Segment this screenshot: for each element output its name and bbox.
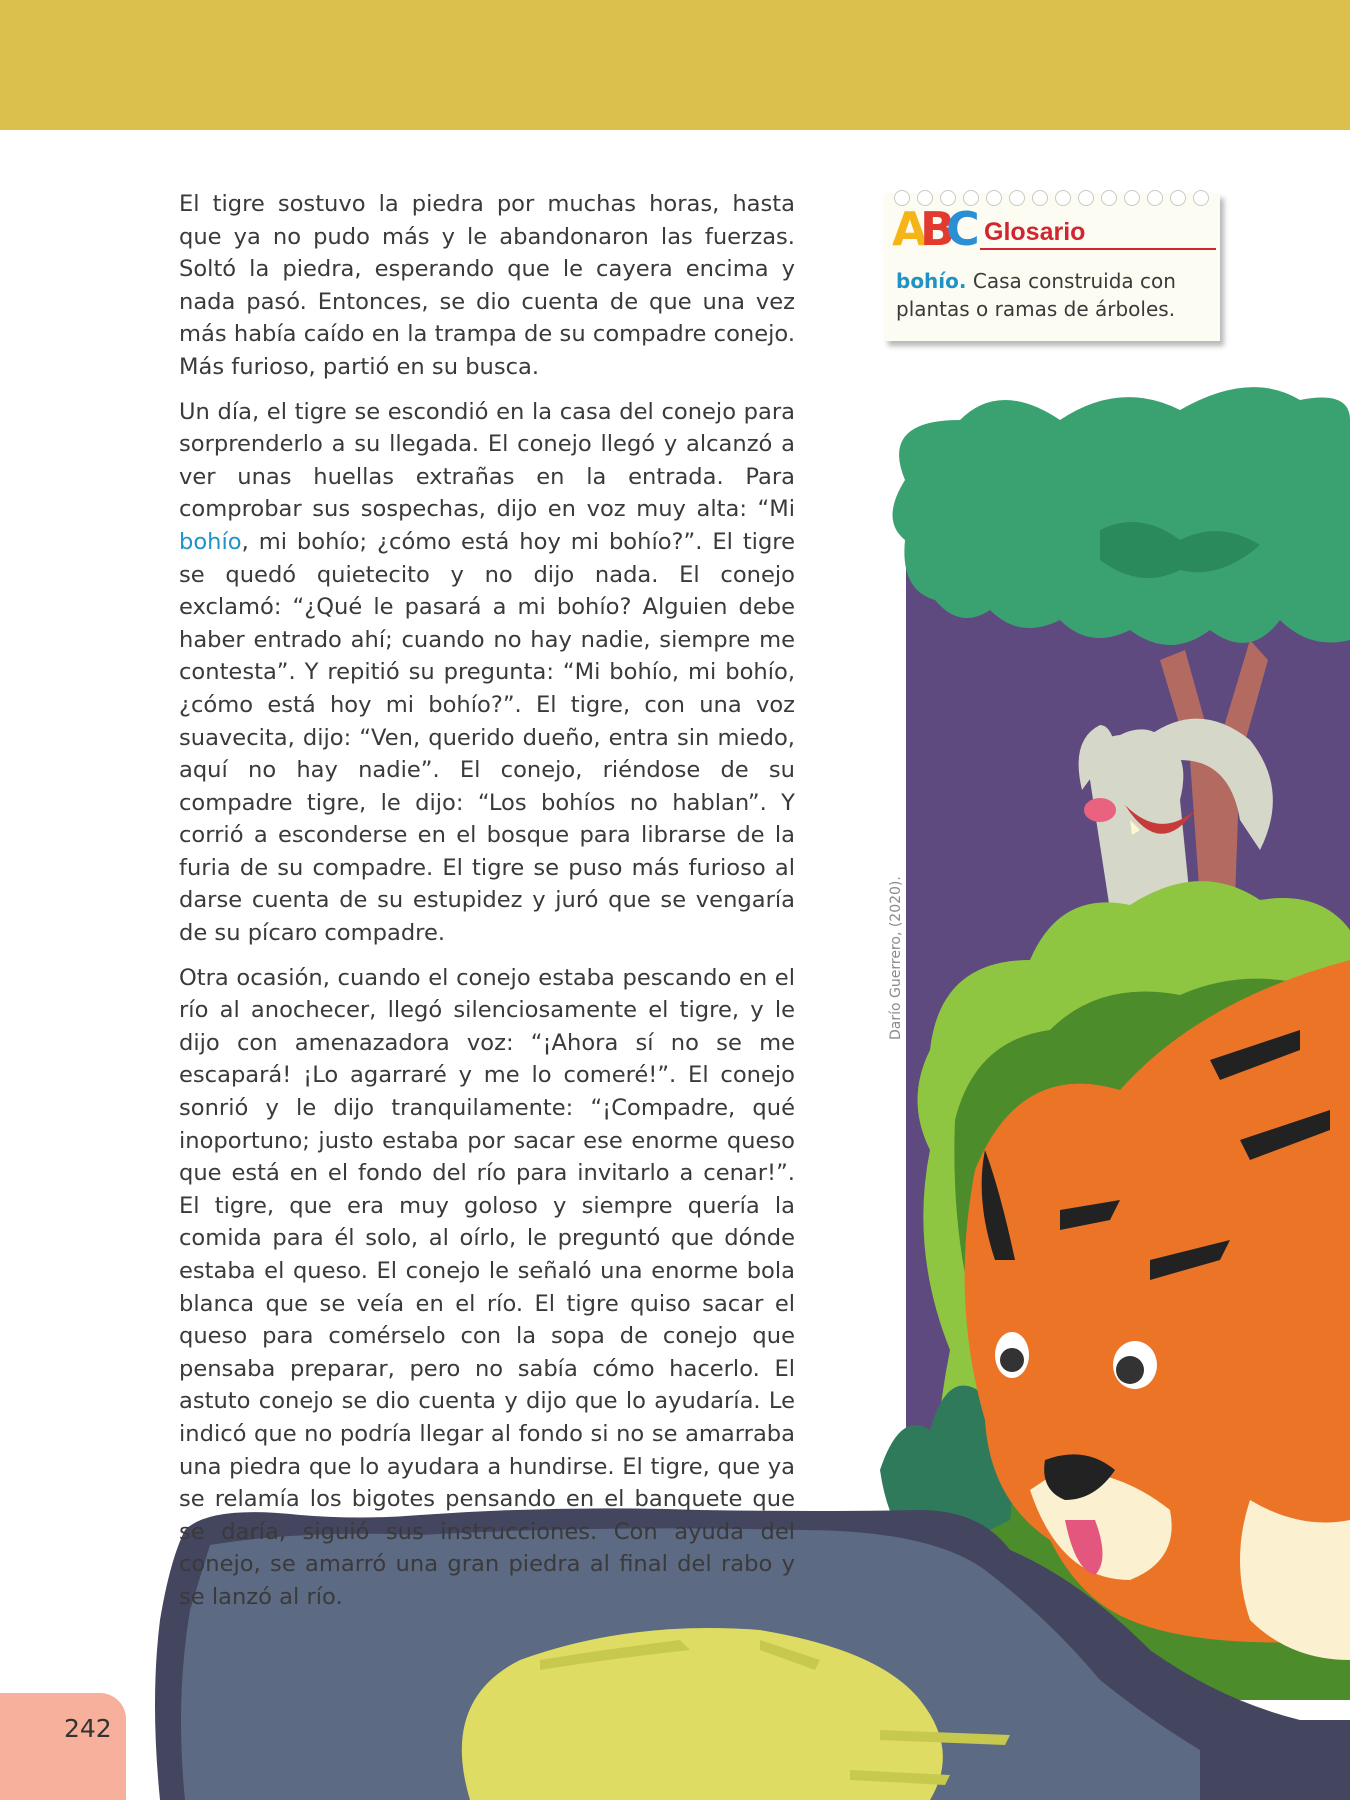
story-paragraph-2 <box>179 396 795 950</box>
page-number-tab <box>0 1693 126 1800</box>
story-paragraph-1: El tigre sostuvo la piedra por muchas horas, hasta que ya no pudo más y le abandonaron las fuerzas. Soltó la piedra, esperando que le cayera encima y nada pasó. Entonces, se dio cuenta de que una vez más había caído en la trampa de su compadre conejo. Más furioso, partió en su busca. <box>179 191 795 380</box>
story-text <box>179 188 795 1626</box>
glossary-term-link: bohío <box>179 528 242 555</box>
tree-canopy-icon <box>893 387 1350 645</box>
paragraph-2-text-end: , mi bohío; ¿cómo está hoy mi bohío?”. El tigre se quedó quietecito y no dijo nada. El conejo exclamó: “¿Qué le pasará a mi bohío? Alguien debe haber entrado ahí; cuando no hay nadie, siempre me contesta”. Y repitió su pregunta: “Mi bohío, mi bohío, ¿cómo está hoy mi bohío?”. El tigre, con una voz suavecita, dijo: “Ven, querido dueño, entra sin miedo, aquí no hay nadie”. El conejo, riéndose de su compadre tigre, le dijo: “Los bohíos no hablan”. Y corrió a esconderse en el bosque para librarse de la furia de su compadre. El tigre se puso más furioso al darse cuenta de su estupidez y juró que se vengaría de su pícaro compadre. <box>179 528 795 947</box>
paragraph-2-text-start: Un día, el tigre se escondió en la casa del conejo para sorprenderlo a su llegada. El conejo llegó y alcanzó a ver unas huellas extrañas en la entrada. Para comprobar sus sospechas, dijo en voz muy alta: “Mi <box>179 398 795 523</box>
story-paragraph-3: Otra ocasión, cuando el conejo estaba pescando en el río al anochecer, llegó silenciosamente el tigre, y le dijo con amenazadora voz: “¡Ahora sí no se me escapará! ¡Lo agarraré y me lo comeré!”. El conejo sonrió y le dijo tranquilamente: “¡Compadre, qué inoportuno; justo estaba por sacar ese enorme queso que está en el fondo del río para invitarlo a cenar!”. El tigre, que era muy goloso y siempre quería la comida para él solo, al oírlo, le preguntó que dónde estaba el queso. El conejo le señaló una enorme bola blanca que se veía en el río. El tigre quiso sacar el queso para comérselo con la sopa de conejo que pensaba preparar, pero no sabía cómo hacerlo. El astuto conejo se dio cuenta y dijo que lo ayudaría. Le indicó que no podría llegar al fondo si no se amarraba una piedra que lo ayudara a hundirse. El tigre, que ya se relamía los bigotes pensando en el banquete que se daría, siguió sus instrucciones. Con ayuda del conejo, se amarró una gran piedra al final del rabo y se lanzó al río. <box>179 964 795 1610</box>
glossary-definition: Casa construida con plantas o ramas de árboles. <box>896 269 1176 321</box>
glossary-entry <box>896 267 1212 323</box>
svg-text:C: C <box>946 202 980 256</box>
glossary-box <box>884 193 1220 341</box>
glossary-title: Glosario <box>984 218 1086 246</box>
page-number: 242 <box>64 1714 112 1743</box>
svg-text:B: B <box>920 202 956 256</box>
illustration-credit: Darío Guerrero, (2020). <box>888 876 904 1040</box>
svg-text:A: A <box>892 202 928 256</box>
glossary-term: bohío. <box>896 269 967 293</box>
abc-logo-icon <box>890 201 980 256</box>
glossary-divider <box>980 248 1216 250</box>
